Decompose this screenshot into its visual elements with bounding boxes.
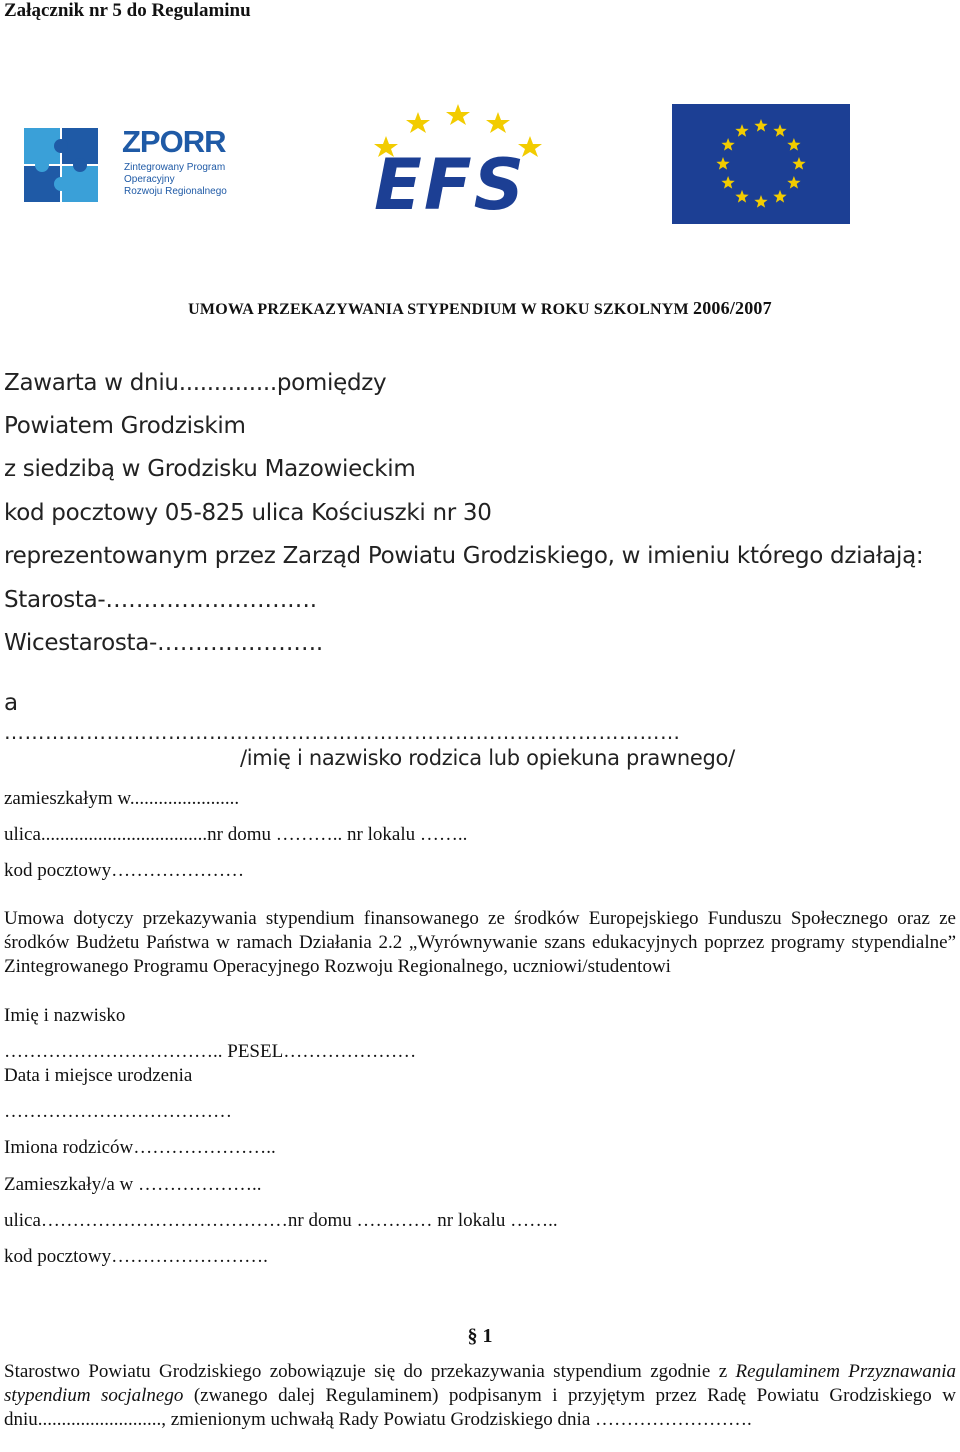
eu-flag-icon bbox=[672, 104, 850, 224]
agreement-subject: Umowa dotyczy przekazywania stypendium finansowanego ze środków Europejskiego Funduszu Społecznego oraz ze środków Budżetu Państwa w ramach Działania 2.2 „Wyrównywanie szans edukacyjnych poprzez programy stypendialne” Zintegrowanego Programu Operacyjnego Rozwoju Regionalnego, uczniowi/studentowi bbox=[4, 908, 956, 977]
parties-line-address: kod pocztowy 05-825 ulica Kościuszki nr 30 bbox=[4, 500, 492, 526]
parent-postal-line: kod pocztowy………………… bbox=[4, 860, 245, 881]
parent-street-line: ulica...................................nr domu ……….. nr lokalu …….. bbox=[4, 824, 468, 845]
efs-logo bbox=[370, 100, 550, 230]
parent-name-line: ……………………………………………………………………………………… bbox=[4, 720, 681, 744]
zporr-line1: Zintegrowany Program bbox=[124, 162, 226, 173]
eu-flag bbox=[672, 104, 850, 224]
zporr-line3: Rozwoju Regionalnego bbox=[124, 186, 227, 197]
student-address-line: Zamieszkały/a w ……………….. bbox=[4, 1174, 262, 1195]
section-1-paragraph bbox=[4, 1360, 956, 1432]
title-main: UMOWA PRZEKAZYWANIA STYPENDIUM W ROKU SZKOLNYM bbox=[188, 301, 689, 318]
student-birth-label: Data i miejsce urodzenia bbox=[4, 1065, 193, 1086]
student-parents-line: Imiona rodziców………………….. bbox=[4, 1137, 276, 1158]
section-1-heading: § 1 bbox=[467, 1325, 493, 1347]
parties-line-date: Zawarta w dniu..............pomiędzy bbox=[4, 370, 387, 396]
section-1-text-rest: (zwanego dalej Regulaminem) podpisanym i przyjętym przez Radę Powiatu Grodziskiego w dniu.........................., zmienionym uchwałą Rady Powiatu Grodziskiego dnia ……………………. bbox=[4, 1385, 956, 1430]
parties-line-represented: reprezentowanym przez Zarząd Powiatu Grodziskiego, w imieniu którego działają: bbox=[4, 543, 924, 569]
parties-line-and: a bbox=[4, 690, 18, 716]
annex-header: Załącznik nr 5 do Regulaminu bbox=[4, 0, 251, 21]
parties-line-powiat: Powiatem Grodziskim bbox=[4, 413, 246, 439]
student-name-pesel-line: …………………………….. PESEL………………… bbox=[4, 1041, 417, 1062]
zporr-logo bbox=[22, 122, 232, 212]
student-birth-line: ……………………………… bbox=[4, 1101, 232, 1122]
student-street-line: ulica…………………………………nr domu ………… nr lokalu …….. bbox=[4, 1210, 558, 1231]
zporr-title: ZPORR bbox=[122, 124, 226, 159]
title-year: 2006/2007 bbox=[693, 298, 772, 318]
parties-line-starosta: Starosta-………………………. bbox=[4, 587, 317, 613]
efs-text: EFS bbox=[374, 144, 527, 226]
student-postal-line: kod pocztowy……………………. bbox=[4, 1246, 268, 1267]
section-1-text-start: Starostwo Powiatu Grodziskiego zobowiązuje się do przekazywania stypendium zgodnie z bbox=[4, 1361, 736, 1382]
student-name-label: Imię i nazwisko bbox=[4, 1005, 126, 1026]
parties-line-wicestarosta: Wicestarosta-…………………. bbox=[4, 630, 323, 656]
parent-name-caption: /imię i nazwisko rodzica lub opiekuna prawnego/ bbox=[240, 746, 735, 770]
parent-residence-line: zamieszkałym w....................... bbox=[4, 788, 240, 809]
document-title bbox=[0, 298, 960, 319]
zporr-line2: Operacyjny bbox=[124, 174, 175, 185]
section-1-regulation-name: Regulaminem Przyznawania stypendium socjalnego bbox=[4, 1361, 956, 1406]
parties-line-seat: z siedzibą w Grodzisku Mazowieckim bbox=[4, 456, 416, 482]
